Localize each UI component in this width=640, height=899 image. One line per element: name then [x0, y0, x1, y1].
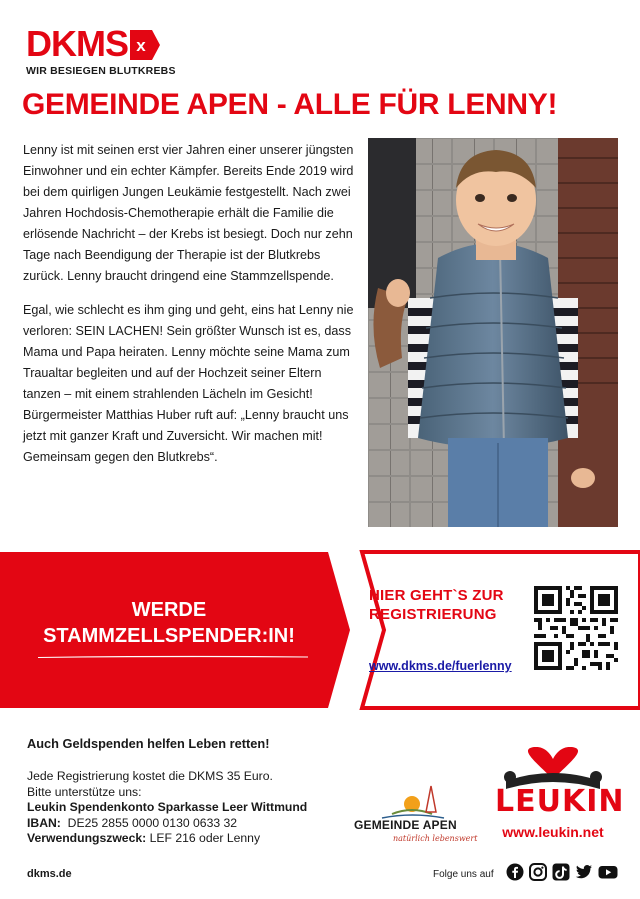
dkms-wordmark: DKMS [26, 23, 128, 64]
donation-details [27, 769, 307, 847]
apen-tagline: natürlich lebenswert [393, 834, 478, 843]
instagram-icon[interactable] [529, 863, 547, 881]
facebook-icon[interactable] [506, 863, 524, 881]
tiktok-icon[interactable] [552, 863, 570, 881]
cta-line-1: WERDE [131, 599, 207, 621]
dkms-tagline: WIR BESIEGEN BLUTKREBS [26, 65, 176, 77]
twitter-icon[interactable] [575, 863, 593, 881]
qr-code-icon[interactable] [534, 586, 618, 670]
footer-website[interactable]: dkms.de [27, 868, 72, 880]
donor-cta [0, 597, 338, 649]
apen-name: GEMEINDE APEN [354, 818, 457, 832]
youtube-icon[interactable] [598, 863, 618, 881]
story-paragraph-2: Egal, wie schlecht es ihm ging und geht, eins hat Lenny nie verloren: SEIN LACHEN! Sein größter Wunsch ist es, dass Mama und Papa heiraten. Lenny möchte seine Mama zum Traualtar begleiten und auf der Hochzeit seiner Eltern tanzen – mit einem strahlenden Lächeln im Gesicht! Bürgermeister Matthias Huber ruft auf: „Lenny braucht uns jetzt mit ganzer Kraft und Zuversicht. Wir machen mit! Gemeinsam gegen den Blutkrebs“. [23, 303, 354, 464]
donation-title: Auch Geldspenden helfen Leben retten! [27, 736, 270, 751]
iban-label: IBAN: [27, 815, 61, 830]
iban-value: DE25 2855 0000 0130 0633 32 [67, 815, 238, 830]
dkms-logo [26, 23, 176, 77]
dkms-x-glyph: x [136, 36, 146, 55]
leukin-wordmark: LEUKIN [495, 784, 625, 819]
cta-line-2: STAMMZELLSPENDER:IN! [43, 625, 295, 647]
leukin-url[interactable]: www.leukin.net [502, 824, 604, 840]
cta-underline [38, 655, 308, 658]
story-paragraph-1: Lenny ist mit seinen erst vier Jahren einer unserer jüngsten Einwohner und ein echter Kämpfer. Bereits Ende 2019 wird bei dem quirligen Jungen Leukämie festgestellt. Nach zwei Jahren Hochdosis-Chemotherapie erhält die Familie die erlösende Nachricht – der Krebs ist besiegt. Doch nur zehn Tage nach Beendigung der Therapie ist der Blutkrebs zurück. Lenny braucht dringend eine Stammzellspende. [23, 143, 354, 283]
story-text [23, 140, 358, 468]
lenny-photo [368, 138, 618, 527]
donation-account-line: Leukin Spendenkonto Sparkasse Leer Wittmund [27, 800, 308, 814]
purpose-label: Verwendungszweck: [27, 831, 147, 845]
donation-support-line: Bitte unterstütze uns: [27, 784, 142, 799]
registration-label: HIER GEHT`S ZUR REGISTRIERUNG [369, 587, 504, 623]
donation-cost-line: Jede Registrierung kostet die DKMS 35 Euro. [27, 769, 273, 783]
registration-link[interactable]: www.dkms.de/fuerlenny [369, 659, 512, 673]
purpose-value: LEF 216 oder Lenny [149, 831, 261, 845]
follow-label: Folge uns auf [433, 869, 494, 880]
page-headline: GEMEINDE APEN - ALLE FÜR LENNY! [22, 88, 558, 121]
dkms-x-badge-icon [130, 30, 160, 60]
